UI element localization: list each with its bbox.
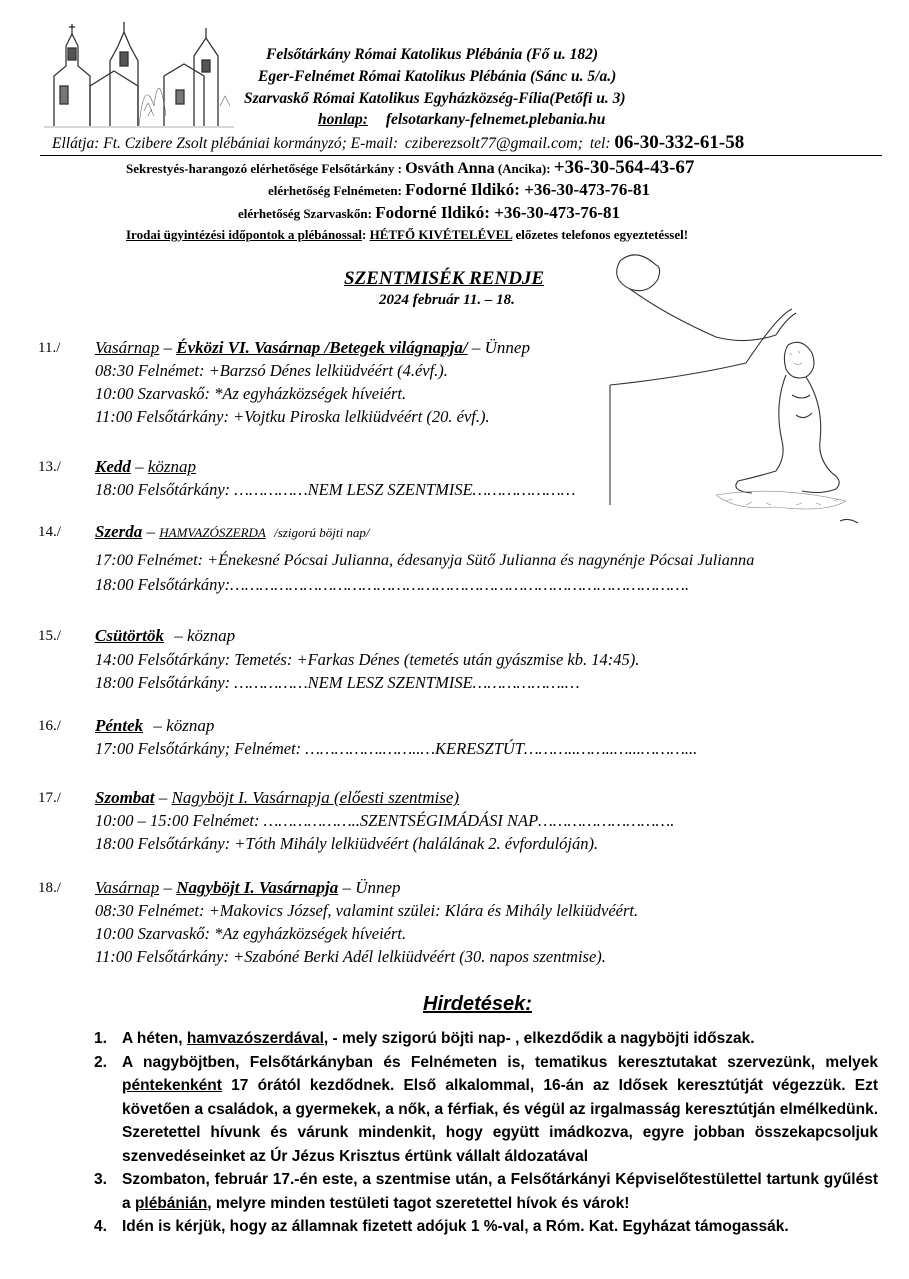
tel-label: tel:: [589, 135, 611, 152]
day-separator: –: [174, 626, 183, 645]
item-text: A héten, hamvazószerdával, - mely szigorú böjti nap- , elkezdődik a nagyböjti időszak.: [122, 1030, 755, 1047]
mass-entry: 08:30 Felnémet: +Makovics József, valamint szülei: Klára és Mihály lelkiüdvéért.: [95, 901, 639, 920]
header-line-2: Eger-Felnémet Római Katolikus Plébánia (Sánc u. 5/a.): [258, 68, 617, 85]
header-divider: [40, 155, 882, 156]
day-name: Csütörtök: [95, 626, 164, 645]
mass-entry: 10:00 Szarvaskő: *Az egyházközségek híveiért.: [95, 384, 407, 403]
tel-number: 06-30-332-61-58: [614, 132, 745, 153]
announcements-list: [94, 1027, 878, 1239]
day-tail: /szigorú böjti nap/: [274, 525, 370, 540]
praying-figure-icon: [606, 245, 870, 545]
day-separator: –: [158, 788, 168, 807]
day-heading: [95, 626, 235, 646]
mass-entry: 18:00 Felsőtárkány: +Tóth Mihály lelkiüdvéért (halálának 2. évfordulóján).: [95, 834, 599, 853]
szarvasko-contact-line: [238, 203, 620, 223]
day-number: 17./: [38, 790, 61, 806]
day-description: köznap: [186, 626, 236, 645]
day-name: Kedd: [95, 457, 131, 476]
day-name: Szerda: [95, 522, 143, 541]
item-text: A nagyböjtben, Felsőtárkányban és Felnémeten is, tematikus keresztutakat szervezünk, melyek péntekenként 17 órától kezdődnek. Első alkalommal, 16-án az Idősek keresztútját végezzük. Ezt követően a családok, a gyermekek, a nők, a férfiak, és végül az irgalmasság keresztútján elmélkedünk. Szeretettel hívunk és várunk mindenkit, hogy együtt imádkozva, egyre jobban összekapcsoljuk szenvedéseinket az Úr Jézus Krisztus értünk vállalt áldozatával: [122, 1053, 878, 1165]
announcements-title: Hirdetések:: [423, 993, 532, 1015]
day-number: 18./: [38, 880, 61, 896]
item-text: Idén is kérjük, hogy az államnak fizetett adójuk 1 %-val, a Róm. Kat. Egyházat támogassák.: [122, 1218, 789, 1235]
day-heading: [95, 338, 530, 358]
mass-entry: 18:00 Felsőtárkány:………………………………………………………………………………….: [95, 575, 690, 594]
list-item: [94, 1168, 878, 1215]
contact-line: [52, 132, 744, 154]
day-heading: [95, 716, 214, 736]
mass-entry: 14:00 Felsőtárkány: Temetés: +Farkas Dénes (temetés után gyászmise kb. 14:45).: [95, 650, 640, 669]
item-number: 3.: [94, 1171, 107, 1188]
day-description: köznap: [147, 457, 197, 476]
sacristan-nick: (Ancika):: [497, 161, 551, 176]
day-tail: – Ünnep: [342, 878, 401, 897]
day-description: Évközi VI. Vasárnap /Betegek világnapja/: [176, 338, 468, 357]
mass-entry: 18:00 Felsőtárkány: ……………NEM LESZ SZENTMISE……………….…: [95, 673, 580, 692]
email-link[interactable]: cziberezsolt77@gmail.com;: [404, 135, 583, 152]
schedule-title: SZENTMISÉK RENDJE: [344, 268, 545, 289]
day-separator: –: [163, 338, 172, 357]
office-hours-note: előzetes telefonos egyeztetéssel!: [515, 227, 689, 242]
day-description: Nagyböjt I. Vasárnapja: [176, 878, 339, 897]
office-hours-colon: :: [361, 227, 367, 242]
item-number: 1.: [94, 1030, 107, 1047]
homepage-label: honlap:: [318, 111, 368, 128]
contact-prefix: Ellátja: Ft. Czibere Zsolt plébániai kormányzó; E-mail:: [52, 135, 398, 152]
day-name: Szombat: [95, 788, 155, 807]
office-hours-line: [126, 227, 688, 243]
item-text: Szombaton, február 17.-én este, a szentmise után, a Felsőtárkányi Képviselőtestülettel tartunk gyűlést a plébánián, melyre minden testületi tagot szeretettel hívok és várok!: [122, 1171, 878, 1212]
list-item: [94, 1215, 878, 1239]
header-line-3: Szarvaskő Római Katolikus Egyházközség-Fília(Petőfi u. 3): [244, 90, 626, 107]
day-heading: [95, 457, 196, 477]
felnemet-contact-line: [268, 180, 650, 200]
day-separator: –: [163, 878, 172, 897]
day-separator: –: [153, 716, 162, 735]
day-separator: –: [135, 457, 144, 476]
day-separator: –: [146, 522, 155, 541]
day-number: 14./: [38, 524, 61, 540]
felnemet-label: elérhetőség Felnémeten:: [268, 183, 402, 198]
szarvasko-value: Fodorné Ildikó: +36-30-473-76-81: [375, 203, 621, 222]
day-heading: [95, 878, 401, 898]
felnemet-value: Fodorné Ildikó: +36-30-473-76-81: [405, 180, 651, 199]
day-heading: [95, 522, 369, 542]
office-hours-exception: HÉTFŐ KIVÉTELÉVEL: [369, 227, 513, 242]
day-number: 13./: [38, 459, 61, 475]
mass-entry: 17:00 Felnémet: +Énekesné Pócsai Julianna, édesanyja Sütő Julianna és nagynénje Pócsai Julianna: [95, 550, 755, 569]
mass-entry: 10:00 Szarvaskő: *Az egyházközségek híveiért.: [95, 924, 407, 943]
header-line-1: Felsőtárkány Római Katolikus Plébánia (Fő u. 182): [266, 46, 598, 63]
schedule-dates: 2024 február 11. – 18.: [379, 292, 515, 308]
mass-entry: 11:00 Felsőtárkány: +Vojtku Piroska lelkiüdvéért (20. évf.).: [95, 407, 490, 426]
day-number: 16./: [38, 718, 61, 734]
day-description: köznap: [166, 716, 215, 735]
day-name: Vasárnap: [95, 878, 160, 897]
day-description: Nagyböjt I. Vasárnapja (előesti szentmise): [171, 788, 460, 807]
list-item: [94, 1051, 878, 1169]
list-item: [94, 1027, 878, 1051]
item-number: 4.: [94, 1218, 107, 1235]
szarvasko-label: elérhetőség Szarvaskőn:: [238, 206, 372, 221]
item-number: 2.: [94, 1053, 107, 1071]
day-description: HAMVAZÓSZERDA: [159, 525, 266, 540]
sacristan-line: [126, 157, 694, 179]
mass-entry: 11:00 Felsőtárkány: +Szabóné Berki Adél lelkiüdvéért (30. napos szentmise).: [95, 947, 606, 966]
day-name: Péntek: [95, 716, 144, 735]
homepage-link[interactable]: felsotarkany-felnemet.plebania.hu: [385, 111, 606, 128]
mass-entry: 08:30 Felnémet: +Barzsó Dénes lelkiüdvéért (4.évf.).: [95, 361, 448, 380]
homepage-line: [318, 111, 605, 129]
sacristan-phone: +36-30-564-43-67: [553, 157, 695, 178]
sacristan-name: Osváth Anna: [405, 160, 495, 177]
day-heading: [95, 788, 459, 808]
day-tail: – Ünnep: [471, 338, 530, 357]
mass-entry: 10:00 – 15:00 Felnémet: ………………..SZENTSÉGIMÁDÁSI NAP……………………….: [95, 811, 675, 830]
day-number: 15./: [38, 628, 61, 644]
mass-entry: 17:00 Felsőtárkány; Felnémet: …………….……..…KERESZTÚT………..……..…...………...: [95, 739, 698, 758]
mass-entry: 18:00 Felsőtárkány: ……………NEM LESZ SZENTMISE…………………: [95, 480, 576, 499]
day-number: 11./: [38, 340, 61, 356]
office-hours-label: Irodai ügyintézési időpontok a plébánossal: [126, 227, 362, 242]
church-logo-icon: [44, 16, 234, 128]
day-name: Vasárnap: [95, 338, 160, 357]
sacristan-label: Sekrestyés-harangozó elérhetősége Felsőtárkány :: [126, 161, 402, 176]
